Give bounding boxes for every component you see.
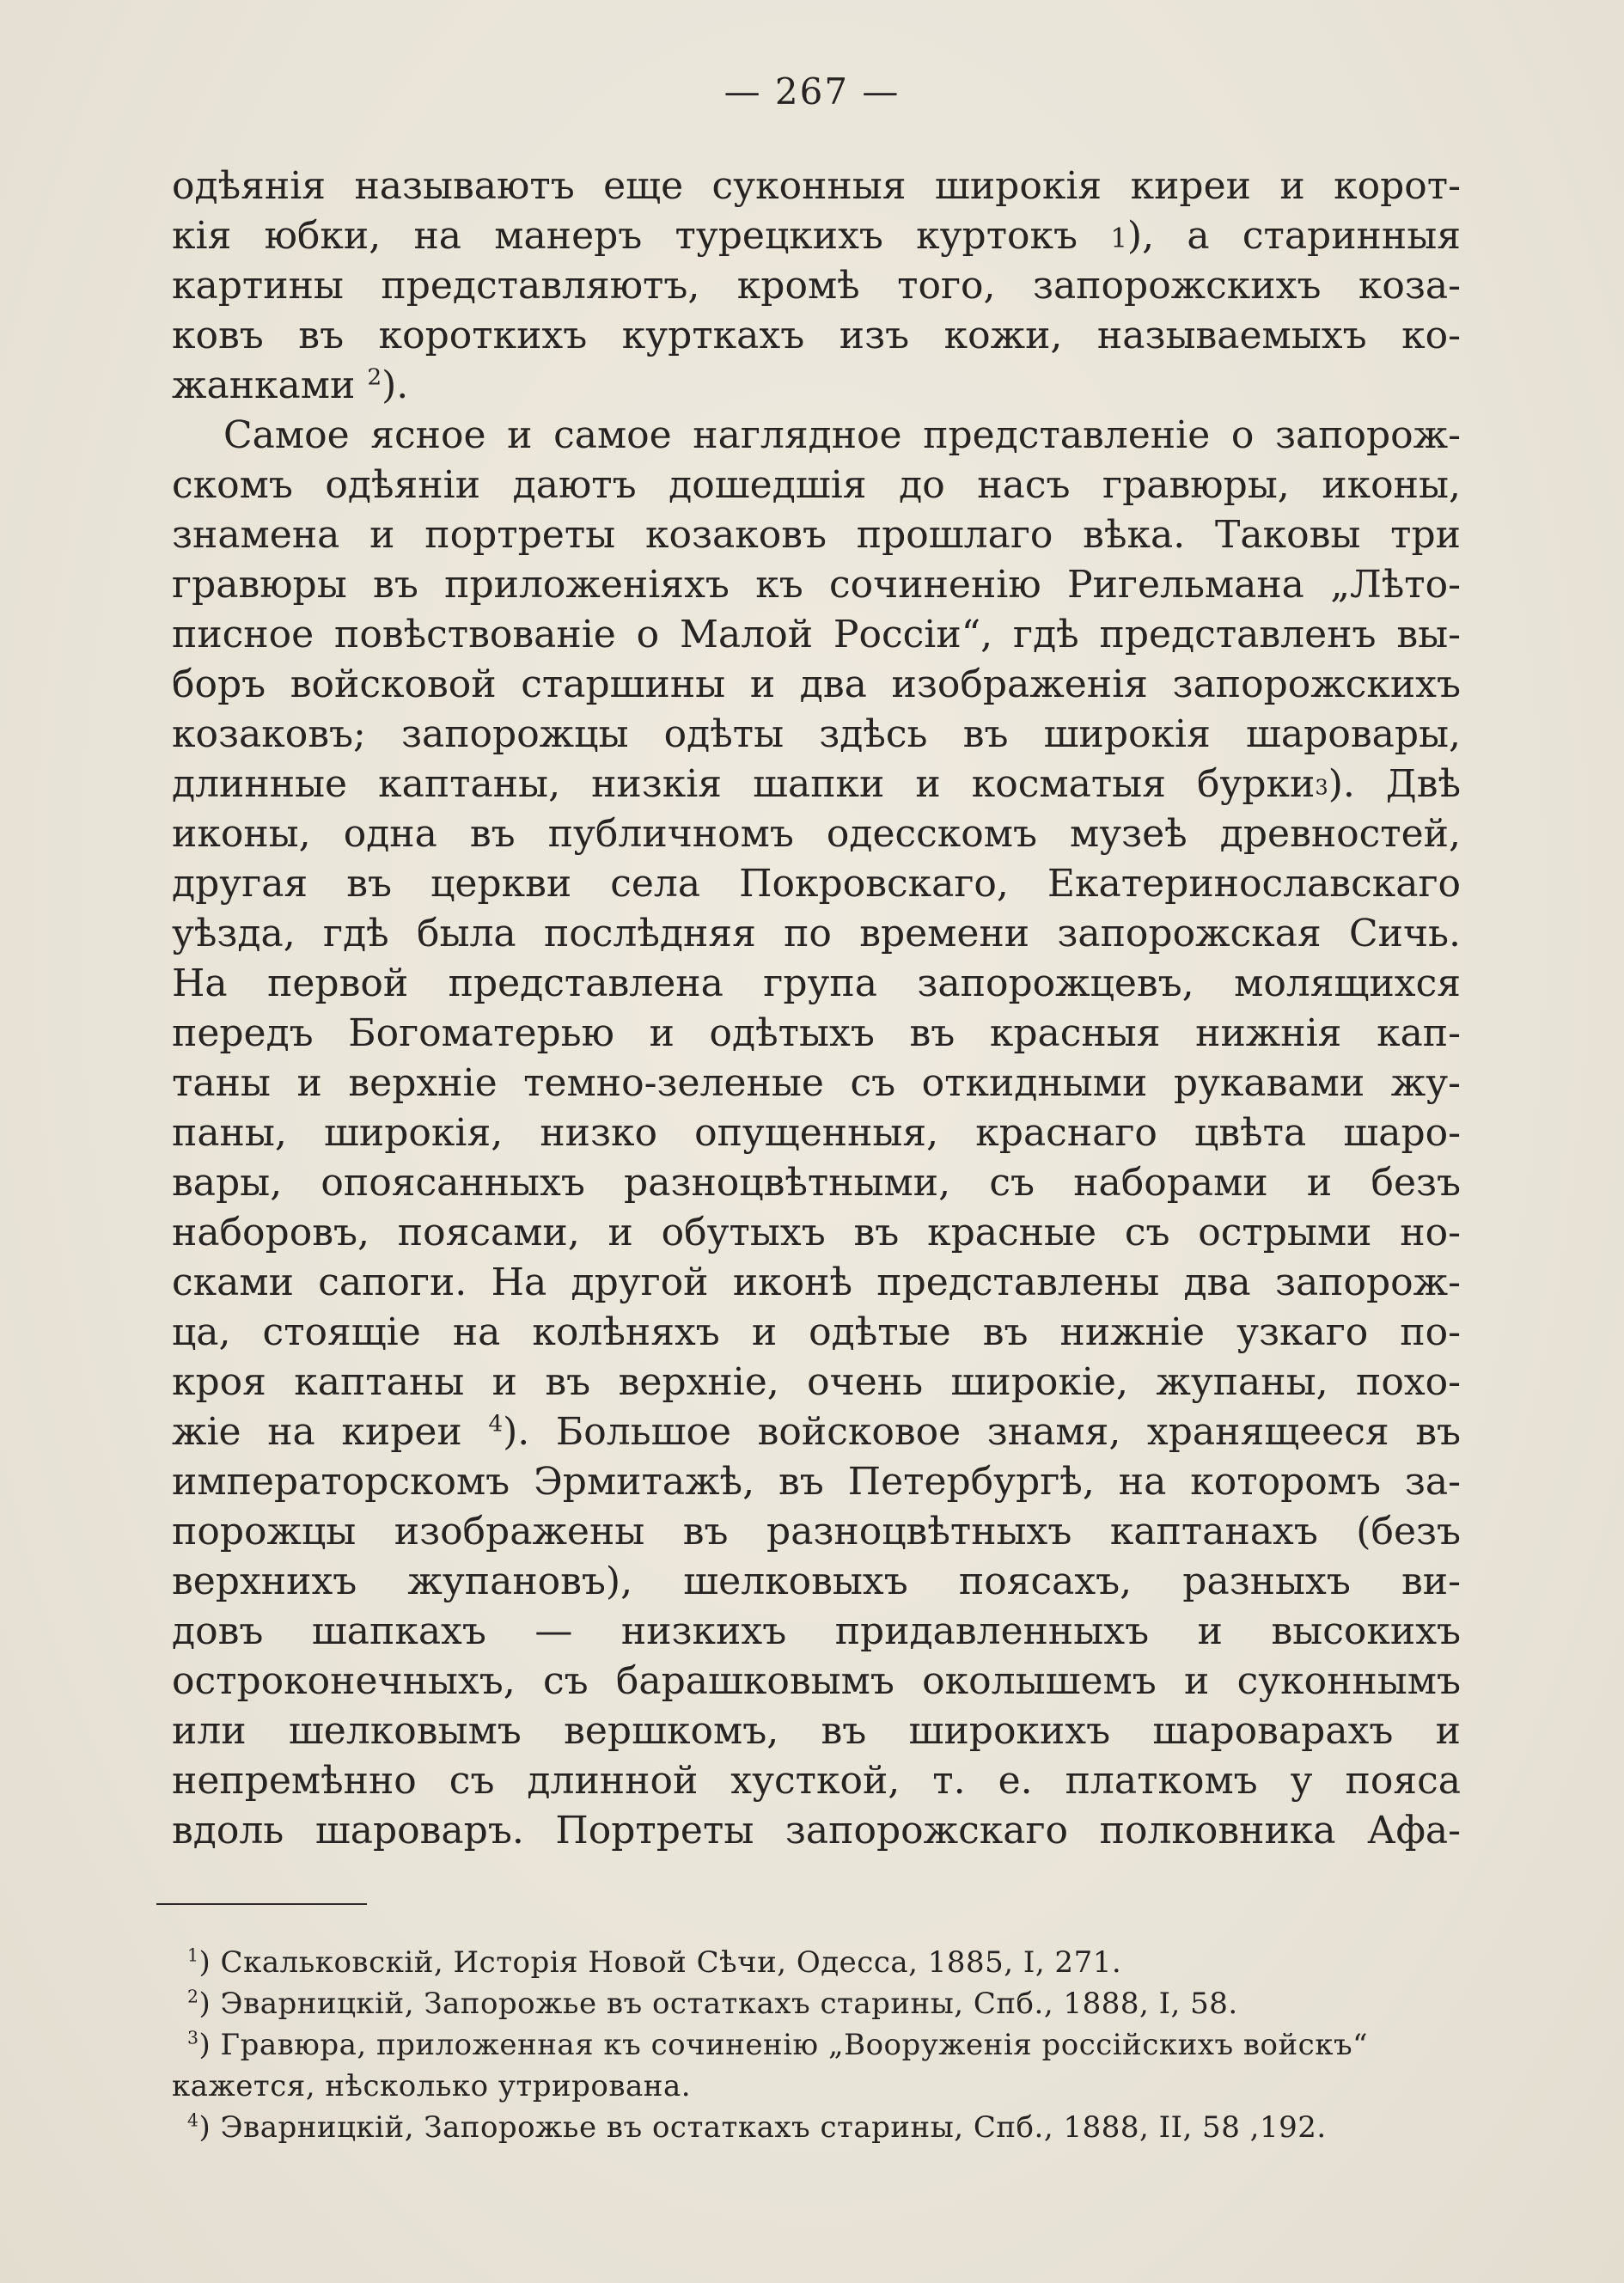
footnote-3-continuation: кажется, нѣсколько утрирована. <box>172 2069 692 2103</box>
text-line: паны, широкія, низко опущенныя, краснаго цвѣта шаро- <box>172 1111 1461 1155</box>
text-line: уѣзда, гдѣ была послѣдняя по времени запорожская Сичь. <box>172 912 1461 955</box>
text-line: императорскомъ Эрмитажѣ, въ Петербургѣ, на которомъ за- <box>172 1460 1461 1504</box>
footnote-2: $^2$) Эварницкій, Запорожье въ остаткахъ старины, Спб., 1888, I, 58. <box>187 1986 1238 2021</box>
footnote-ref-3: 3 <box>1315 775 1328 800</box>
text-line: другая въ церкви села Покровскаго, Екатеринославскаго <box>172 862 1461 906</box>
text-line: ковъ въ короткихъ курткахъ изъ кожи, называемыхъ ко- <box>172 314 1461 357</box>
text-line: боръ войсковой старшины и два изображенія запорожскихъ <box>172 662 1461 706</box>
page-number: — 267 — <box>723 70 901 113</box>
text-line: скомъ одѣяніи даютъ дошедшія до насъ гравюры, иконы, <box>172 463 1461 507</box>
text-line: верхнихъ жупановъ), шелковыхъ поясахъ, разныхъ ви- <box>172 1560 1461 1603</box>
text-line: непремѣнно съ длинной хусткой, т. е. платкомъ у пояса <box>172 1759 1461 1803</box>
text-line: гравюры въ приложеніяхъ къ сочиненію Ригельмана „Лѣто- <box>172 563 1461 607</box>
footnote-3: $^3$) Гравюра, приложенная къ сочиненію „Вооруженія россійскихъ войскъ“ <box>187 2027 1368 2062</box>
text-line: жанками $^2$). <box>172 363 409 407</box>
text-line: На первой представлена група запорожцевъ, молящихся <box>172 961 1461 1005</box>
text-line: передъ Богоматерью и одѣтыхъ въ красныя нижнія кап- <box>172 1011 1461 1055</box>
text-line: кроя каптаны и въ верхніе, очень широкіе, жупаны, похо- <box>172 1360 1461 1404</box>
text-line: жіе на киреи $^4$). Большое войсковое знамя, хранящееся въ <box>172 1410 1461 1454</box>
text-line: картины представляютъ, кромѣ того, запорожскихъ коза- <box>172 264 1461 308</box>
footnote-ref-4: 4 <box>488 1410 504 1438</box>
text-line: знамена и портреты козаковъ прошлаго вѣка. Таковы три <box>172 513 1461 557</box>
text-line: вары, опоясанныхъ разноцвѣтными, съ наборами и безъ <box>172 1161 1461 1205</box>
text-line: писное повѣствованіе о Малой Россіи“, гдѣ представленъ вы- <box>172 613 1461 656</box>
text-line: или шелковымъ вершкомъ, въ широкихъ шароварахъ и <box>172 1709 1461 1753</box>
footnote-1: $^1$) Скальковскій, Исторія Новой Сѣчи, Одесса, 1885, I, 271. <box>187 1944 1122 1980</box>
text-line: таны и верхніе темно-зеленые съ откидными рукавами жу- <box>172 1061 1461 1105</box>
text-line: наборовъ, поясами, и обутыхъ въ красные съ острыми но- <box>172 1211 1461 1254</box>
text-line: иконы, одна въ публичномъ одесскомъ музеѣ древностей, <box>172 812 1461 856</box>
text-line: вдоль шароваръ. Портреты запорожскаго полковника Афа- <box>172 1809 1461 1853</box>
footnote-ref-1: 1 <box>1110 223 1127 254</box>
text-line: кія юбки, на манеръ турецкихъ куртокъ 1), а старинныя <box>172 214 1461 258</box>
footnotes <box>172 1942 1461 2148</box>
footnote-ref-2: 2 <box>367 363 382 391</box>
text-line: сками сапоги. На другой иконѣ представлены два запорож- <box>172 1261 1461 1304</box>
main-text <box>172 162 1461 1856</box>
paragraph-start-line: Самое ясное и самое наглядное представленіе о запорож- <box>223 413 1461 457</box>
footnote-divider <box>156 1903 367 1905</box>
text-line: козаковъ; запорожцы одѣты здѣсь въ широкія шаровары, <box>172 712 1461 756</box>
text-line: порожцы изображены въ разноцвѣтныхъ каптанахъ (безъ <box>172 1510 1461 1554</box>
footnote-4: $^4$) Эварницкій, Запорожье въ остаткахъ старины, Спб., 1888, II, 58 ,192. <box>187 2109 1327 2145</box>
text-line: ца, стоящіе на колѣняхъ и одѣтые въ нижніе узкаго по- <box>172 1310 1461 1354</box>
text-line: остроконечныхъ, съ барашковымъ околышемъ и суконнымъ <box>172 1659 1461 1703</box>
text-line: длинные каптаны, низкія шапки и косматыя бурки3). Двѣ <box>172 762 1461 806</box>
text-line: довъ шапкахъ — низкихъ придавленныхъ и высокихъ <box>172 1609 1461 1653</box>
text-line: одѣянія называютъ еще суконныя широкія киреи и корот- <box>172 164 1461 208</box>
